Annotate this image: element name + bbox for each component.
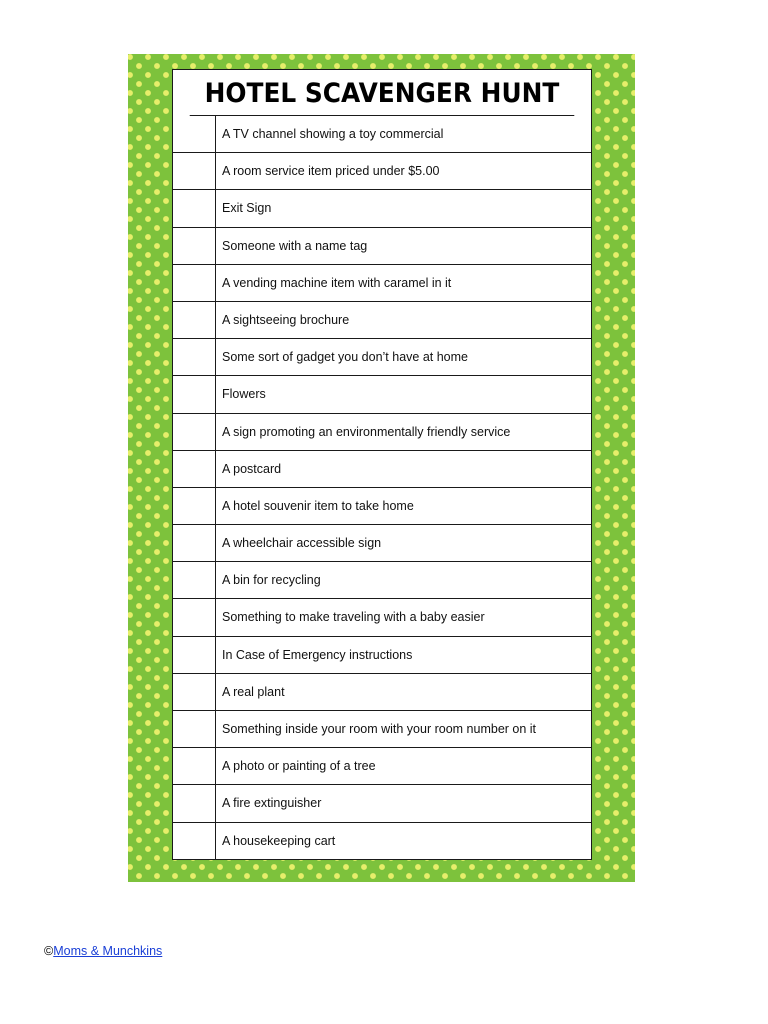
checklist-item-text: A sign promoting an environmentally friendly service bbox=[222, 424, 511, 439]
checklist-row bbox=[173, 302, 591, 339]
checklist-item-text: Flowers bbox=[222, 387, 266, 402]
checklist-item-text: A TV channel showing a toy commercial bbox=[222, 127, 444, 141]
checklist-item-text: Someone with a name tag bbox=[222, 238, 368, 253]
checkbox-cell[interactable] bbox=[173, 599, 216, 635]
checkbox-cell[interactable] bbox=[173, 674, 216, 710]
checklist-item-text: A housekeeping cart bbox=[222, 833, 336, 848]
checklist-row bbox=[173, 562, 591, 599]
checklist-row bbox=[173, 525, 591, 562]
checklist-row bbox=[173, 599, 591, 636]
checklist-row bbox=[173, 488, 591, 525]
checkbox-cell[interactable] bbox=[173, 228, 216, 264]
checklist-row bbox=[173, 116, 591, 153]
copyright-symbol: © bbox=[44, 944, 54, 958]
checkbox-cell[interactable] bbox=[173, 451, 216, 487]
checklist-row bbox=[173, 637, 591, 674]
checkbox-cell[interactable] bbox=[173, 823, 216, 860]
checklist-row bbox=[173, 785, 591, 822]
checkbox-cell[interactable] bbox=[173, 525, 216, 561]
checkbox-cell[interactable] bbox=[173, 562, 216, 598]
checkbox-cell[interactable] bbox=[173, 190, 216, 226]
checklist-item-text: A vending machine item with caramel in it bbox=[222, 275, 452, 290]
checklist-row bbox=[173, 265, 591, 302]
checkbox-cell[interactable] bbox=[173, 711, 216, 747]
checklist-item-text: A hotel souvenir item to take home bbox=[222, 498, 414, 513]
checklist-item-text: A postcard bbox=[222, 461, 282, 476]
checklist-item-text: In Case of Emergency instructions bbox=[222, 647, 413, 662]
checkbox-cell[interactable] bbox=[173, 414, 216, 450]
checklist-row bbox=[173, 674, 591, 711]
checkbox-cell[interactable] bbox=[173, 339, 216, 375]
checklist-item-text: A wheelchair accessible sign bbox=[222, 536, 382, 551]
page-title: HOTEL SCAVENGER HUNT bbox=[190, 70, 575, 116]
checklist bbox=[173, 116, 591, 860]
checkbox-cell[interactable] bbox=[173, 302, 216, 338]
checklist-row bbox=[173, 748, 591, 785]
checklist-row bbox=[173, 153, 591, 190]
checklist-row bbox=[173, 414, 591, 451]
checklist-row bbox=[173, 376, 591, 413]
checklist-row bbox=[173, 823, 591, 860]
checklist-row bbox=[173, 228, 591, 265]
checkbox-cell[interactable] bbox=[173, 488, 216, 524]
checklist-item-text: A real plant bbox=[222, 684, 285, 699]
checklist-item-text: Exit Sign bbox=[222, 201, 272, 216]
checkbox-cell[interactable] bbox=[173, 376, 216, 412]
checklist-item-text: A photo or painting of a tree bbox=[222, 759, 376, 774]
checkbox-cell[interactable] bbox=[173, 116, 216, 152]
checkbox-cell[interactable] bbox=[173, 785, 216, 821]
checkbox-cell[interactable] bbox=[173, 265, 216, 301]
checkbox-cell[interactable] bbox=[173, 637, 216, 673]
checklist-item-text: A fire extinguisher bbox=[222, 796, 322, 811]
checklist-item-text: A room service item priced under $5.00 bbox=[222, 164, 440, 179]
checklist-item-text: A sightseeing brochure bbox=[222, 312, 350, 327]
checklist-item-text: Something to make traveling with a baby easier bbox=[222, 610, 485, 625]
checklist-item-text: Some sort of gadget you don’t have at home bbox=[222, 350, 468, 365]
checkbox-cell[interactable] bbox=[173, 748, 216, 784]
checkbox-cell[interactable] bbox=[173, 153, 216, 189]
checklist-row bbox=[173, 451, 591, 488]
moms-munchkins-link[interactable]: Moms & Munchkins bbox=[53, 944, 163, 958]
checklist-item-text: A bin for recycling bbox=[222, 573, 321, 588]
checklist-item-text: Something inside your room with your room number on it bbox=[222, 722, 537, 736]
footer bbox=[44, 944, 162, 958]
checklist-row bbox=[173, 711, 591, 748]
checklist-row bbox=[173, 339, 591, 376]
checklist-row bbox=[173, 190, 591, 227]
scavenger-hunt-sheet bbox=[172, 69, 592, 860]
